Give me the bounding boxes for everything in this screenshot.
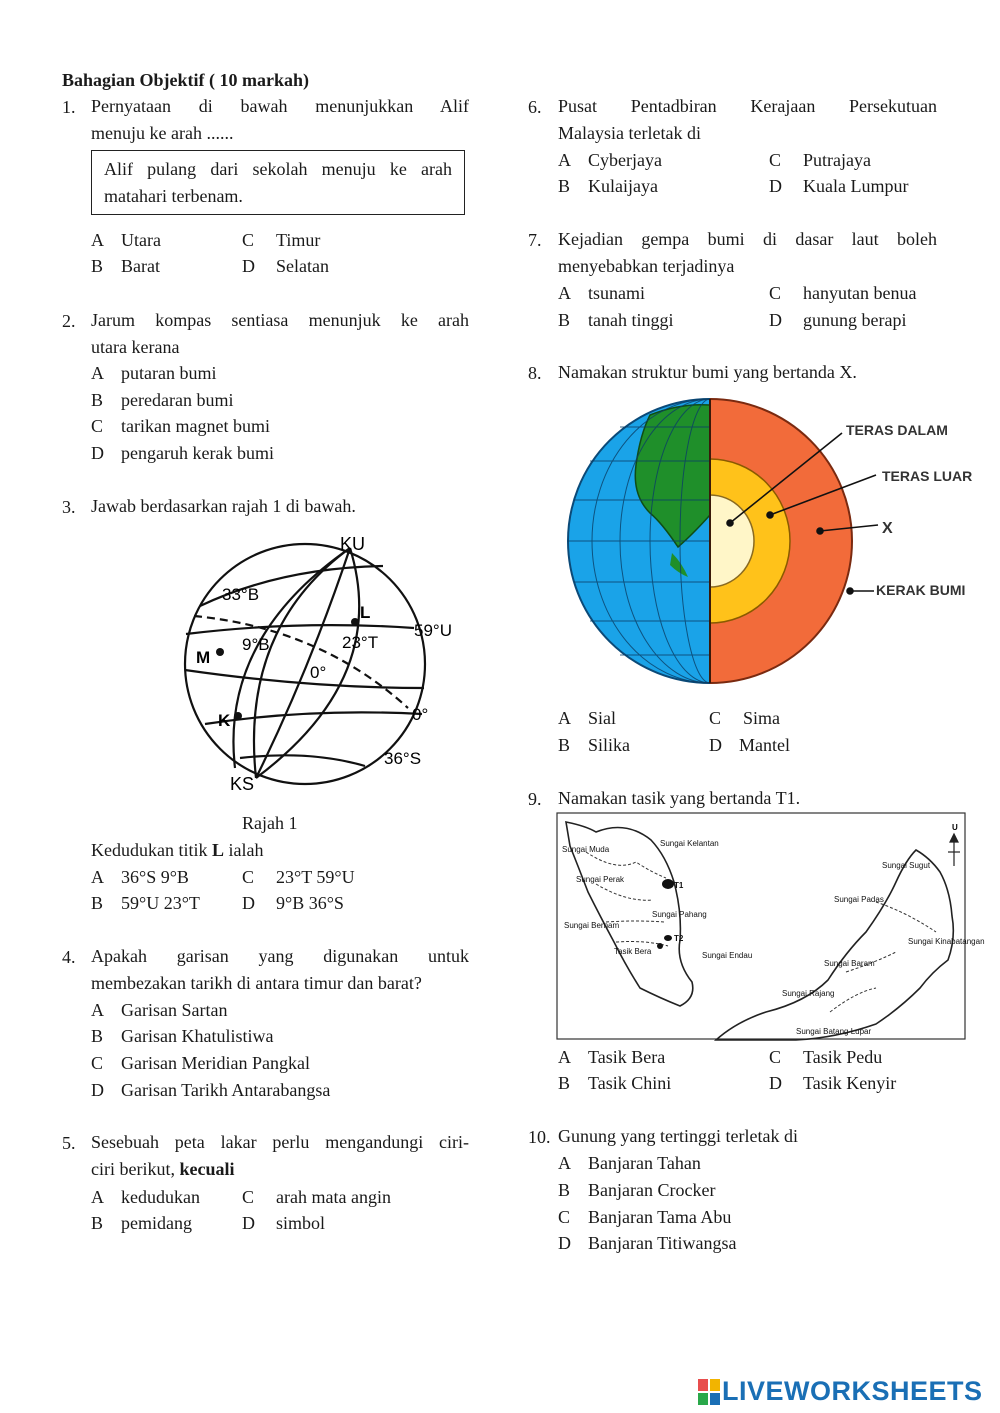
option-letter: A <box>558 1047 571 1067</box>
label-ku: KU <box>340 534 366 554</box>
option-letter: C <box>242 230 255 250</box>
question-number: 9. <box>528 789 542 809</box>
label-0-center: 0° <box>310 663 327 682</box>
option-letter: B <box>91 1213 104 1233</box>
question-text: Pusat Pentadbiran Kerajaan Persekutuan <box>558 96 937 116</box>
globe-outline <box>185 544 425 784</box>
option-b[interactable]: tanah tinggi <box>588 310 674 330</box>
option-d[interactable]: Selatan <box>276 256 329 276</box>
option-letter: C <box>769 1047 782 1067</box>
globe-diagram <box>160 528 460 798</box>
question-text: menyebabkan terjadinya <box>558 256 735 276</box>
question-text: Kedudukan titik L ialah <box>91 840 264 860</box>
option-c[interactable]: 23°T 59°U <box>276 867 355 887</box>
question-number: 3. <box>62 497 76 517</box>
label-sungai-rajang: Sungai Rajang <box>782 989 835 998</box>
latitude-line <box>186 625 414 634</box>
label-x: X <box>882 520 893 537</box>
question-number: 1. <box>62 97 76 117</box>
option-letter: C <box>769 150 782 170</box>
option-a[interactable]: 36°S 9°B <box>121 867 189 887</box>
option-letter: C <box>558 1207 571 1227</box>
option-b[interactable]: Banjaran Crocker <box>588 1180 716 1200</box>
option-letter: A <box>558 150 571 170</box>
lake-t1 <box>662 879 674 889</box>
label-0-right: 0° <box>412 705 429 724</box>
option-letter: D <box>242 1213 255 1233</box>
option-letter: D <box>91 443 104 463</box>
option-letter: B <box>91 390 104 410</box>
option-d[interactable]: Tasik Kenyir <box>803 1073 897 1093</box>
option-letter: A <box>91 230 104 250</box>
option-a[interactable]: tsunami <box>588 283 645 303</box>
question-text: Kejadian gempa bumi di dasar laut boleh <box>558 229 937 249</box>
option-letter: C <box>242 867 255 887</box>
option-d[interactable]: Kuala Lumpur <box>803 176 909 196</box>
option-c[interactable]: Banjaran Tama Abu <box>588 1207 732 1227</box>
option-d[interactable]: gunung berapi <box>803 310 907 330</box>
option-letter: D <box>769 176 782 196</box>
option-a[interactable]: kedudukan <box>121 1187 200 1207</box>
label-33b: 33°B <box>222 585 260 604</box>
question-text: Apakah garisan yang digunakan untuk <box>91 946 469 966</box>
question-number: 2. <box>62 311 76 331</box>
option-d[interactable]: Mantel <box>739 735 790 755</box>
option-c[interactable]: arah mata angin <box>276 1187 391 1207</box>
option-letter: A <box>558 1153 571 1173</box>
label-sungai-kelantan: Sungai Kelantan <box>660 839 719 848</box>
label-sungai-padas: Sungai Padas <box>834 895 884 904</box>
label-sungai-endau: Sungai Endau <box>702 951 753 960</box>
option-letter: D <box>242 256 255 276</box>
label-sungai-muda: Sungai Muda <box>562 845 610 854</box>
label-k: K <box>218 711 231 730</box>
option-letter: A <box>558 708 571 728</box>
option-letter: D <box>709 735 722 755</box>
option-letter: C <box>709 708 722 728</box>
malaysia-map <box>556 812 985 1044</box>
option-c[interactable]: hanyutan benua <box>803 283 917 303</box>
statement-line: Alif pulang dari sekolah menuju ke arah <box>104 159 452 179</box>
option-letter: A <box>91 867 104 887</box>
option-letter: B <box>91 1026 104 1046</box>
option-letter: B <box>91 256 104 276</box>
label-sungai-kinabatangan: Sungai Kinabatangan <box>908 937 985 946</box>
north-label: U <box>952 823 958 832</box>
earth-structure-diagram <box>560 395 973 695</box>
option-a[interactable]: putaran bumi <box>121 363 217 383</box>
option-d[interactable]: pengaruh kerak bumi <box>121 443 274 463</box>
option-b[interactable]: Garisan Khatulistiwa <box>121 1026 274 1046</box>
option-a[interactable]: Tasik Bera <box>588 1047 666 1067</box>
option-b[interactable]: Tasik Chini <box>588 1073 672 1093</box>
option-letter: C <box>91 416 104 436</box>
question-number: 5. <box>62 1133 76 1153</box>
option-c[interactable]: tarikan magnet bumi <box>121 416 270 436</box>
label-sungai-bernam: Sungai Bernam <box>564 921 620 930</box>
point-m <box>216 648 224 656</box>
option-letter: D <box>769 310 782 330</box>
meridian-line <box>254 548 350 778</box>
question-text: Pernyataan di bawah menunjukkan Alif <box>91 96 469 116</box>
question-text: Jarum kompas sentiasa menunjuk ke arah <box>91 310 469 330</box>
option-a[interactable]: Banjaran Tahan <box>588 1153 701 1173</box>
label-36s: 36°S <box>384 749 422 768</box>
option-a[interactable]: Utara <box>121 230 161 250</box>
latitude-line <box>240 755 365 766</box>
question-number: 4. <box>62 947 76 967</box>
statement-line: matahari terbenam. <box>104 185 243 206</box>
option-letter: B <box>91 893 104 913</box>
option-c[interactable]: Putrajaya <box>803 150 871 170</box>
option-b[interactable]: peredaran bumi <box>121 390 234 410</box>
label-kerak-bumi: KERAK BUMI <box>876 582 966 598</box>
label-sungai-batang-lupar: Sungai Batang Lupar <box>796 1027 872 1036</box>
question-text: Sesebuah peta lakar perlu mengandungi ciri- <box>91 1132 469 1152</box>
option-letter: B <box>558 310 571 330</box>
label-l: L <box>360 603 371 622</box>
lake-t2 <box>664 935 672 941</box>
option-letter: A <box>91 1187 104 1207</box>
question-text: ciri berikut, kecuali <box>91 1159 235 1179</box>
option-b[interactable]: 59°U 23°T <box>121 893 200 913</box>
label-9b: 9°B <box>242 635 270 654</box>
option-c[interactable]: Sima <box>743 708 781 728</box>
question-text: Malaysia terletak di <box>558 123 701 143</box>
option-d[interactable]: Banjaran Titiwangsa <box>588 1233 737 1253</box>
section-title: Bahagian Objektif ( 10 markah) <box>62 70 310 90</box>
point-l <box>351 618 359 626</box>
label-tasik-bera: Tasik Bera <box>614 947 652 956</box>
option-letter: B <box>558 1180 571 1200</box>
meridian-line <box>256 548 350 778</box>
label-teras-dalam: TERAS DALAM <box>846 422 948 438</box>
question-text: Gunung yang tertinggi terletak di <box>558 1126 798 1146</box>
option-letter: C <box>769 283 782 303</box>
option-d[interactable]: simbol <box>276 1213 326 1233</box>
question-number: 10. <box>528 1127 551 1147</box>
option-letter: A <box>91 363 104 383</box>
option-letter: C <box>91 1053 104 1073</box>
option-letter: A <box>558 283 571 303</box>
label-t2: T2 <box>674 934 684 943</box>
label-59u: 59°U <box>414 621 452 640</box>
question-text: menuju ke arah ...... <box>91 123 234 143</box>
option-c[interactable]: Tasik Pedu <box>803 1047 883 1067</box>
point-k <box>234 712 242 720</box>
question-number: 8. <box>528 363 542 383</box>
question-text: membezakan tarikh di antara timur dan barat? <box>91 973 422 993</box>
option-letter: C <box>242 1187 255 1207</box>
lake-bera <box>657 943 663 949</box>
liveworksheets-logo-icon <box>698 1379 720 1405</box>
option-letter: D <box>91 1080 104 1100</box>
option-letter: B <box>558 176 571 196</box>
option-c[interactable]: Garisan Meridian Pangkal <box>121 1053 310 1073</box>
option-a[interactable]: Cyberjaya <box>588 150 662 170</box>
option-d[interactable]: Garisan Tarikh Antarabangsa <box>121 1080 331 1100</box>
option-a[interactable]: Sial <box>588 708 617 728</box>
label-sungai-pahang: Sungai Pahang <box>652 910 707 919</box>
option-d[interactable]: 9°B 36°S <box>276 893 344 913</box>
option-b[interactable]: Barat <box>121 256 160 276</box>
option-letter: D <box>769 1073 782 1093</box>
option-letter: A <box>91 1000 104 1020</box>
question-text: Jawab berdasarkan rajah 1 di bawah. <box>91 496 356 516</box>
option-c[interactable]: Timur <box>276 230 321 250</box>
label-m: M <box>196 648 211 667</box>
option-b[interactable]: Silika <box>588 735 631 755</box>
option-letter: D <box>558 1233 571 1253</box>
question-number: 6. <box>528 97 542 117</box>
liveworksheets-brand[interactable]: LIVEWORKSHEETS <box>722 1376 983 1406</box>
option-b[interactable]: Kulaijaya <box>588 176 658 196</box>
question-number: 7. <box>528 230 542 250</box>
option-b[interactable]: pemidang <box>121 1213 192 1233</box>
option-a[interactable]: Garisan Sartan <box>121 1000 228 1020</box>
question-text: utara kerana <box>91 337 180 357</box>
question-text: Namakan struktur bumi yang bertanda X. <box>558 362 857 382</box>
label-t1: T1 <box>674 881 684 890</box>
label-sungai-baram: Sungai Baram <box>824 959 875 968</box>
meridian-line <box>233 548 350 768</box>
label-23t: 23°T <box>342 633 379 652</box>
statement-box <box>91 150 465 215</box>
label-ks: KS <box>230 774 255 794</box>
question-text: Namakan tasik yang bertanda T1. <box>558 788 801 808</box>
label-teras-luar: TERAS LUAR <box>882 468 973 484</box>
option-letter: B <box>558 735 571 755</box>
label-sungai-sugut: Sungai Sugut <box>882 861 931 870</box>
label-sungai-perak: Sungai Perak <box>576 875 625 884</box>
figure-caption: Rajah 1 <box>242 813 298 833</box>
option-letter: B <box>558 1073 571 1093</box>
option-letter: D <box>242 893 255 913</box>
